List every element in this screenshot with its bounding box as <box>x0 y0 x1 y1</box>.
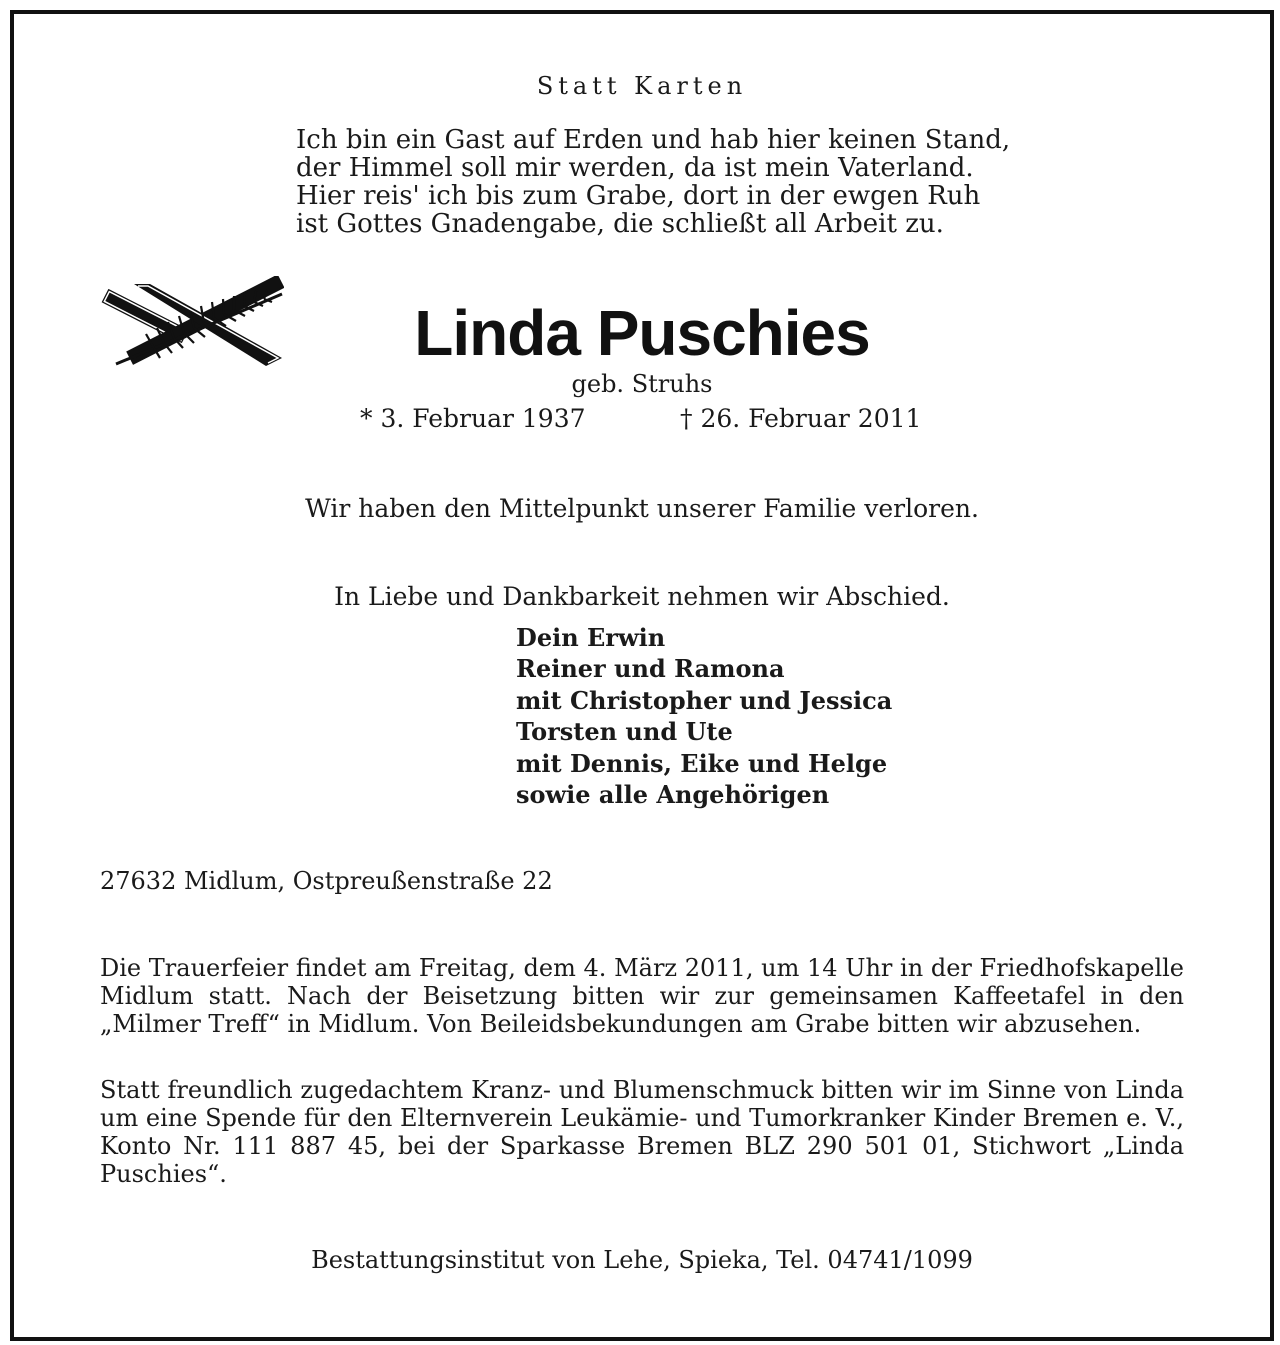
address: 27632 Midlum, Ostpreußenstraße 22 <box>100 867 553 895</box>
funeral-info-paragraph: Die Trauerfeier findet am Freitag, dem 4. März 2011, um 14 Uhr in der Friedhofskapelle Midlum statt. Nach der Beisetzung bitten wir zur gemeinsamen Kaffeetafel in den „Milmer Treff“ in Midlum. Von Beileidsbekundungen am Grabe bitten wir abzusehen. <box>100 954 1184 1038</box>
family-member: sowie alle Angehörigen <box>516 780 830 810</box>
family-member: Dein Erwin <box>516 623 666 652</box>
family-member: mit Christopher und Jessica <box>516 685 893 715</box>
maiden-name: geb. Struhs <box>571 370 713 398</box>
poem-line: ist Gottes Gnadengabe, die schließt all Arbeit zu. <box>296 209 944 239</box>
death-date: † 26. Februar 2011 <box>680 404 922 433</box>
undertaker-line: Bestattungsinstitut von Lehe, Spieka, Tel. 04741/1099 <box>311 1246 973 1274</box>
obituary-notice <box>10 10 1274 1341</box>
poem <box>296 126 1010 238</box>
family-member: Reiner und Ramona <box>516 654 785 684</box>
birth-date: * 3. Februar 1937 <box>360 404 586 433</box>
tribute-line: Wir haben den Mittelpunkt unserer Familie verloren. <box>305 494 979 523</box>
poem-line: Ich bin ein Gast auf Erden und hab hier keinen Stand, <box>296 125 1011 155</box>
family-list <box>516 622 892 810</box>
deceased-name: Linda Puschies <box>414 297 870 369</box>
family-member: Torsten und Ute <box>516 717 733 747</box>
donation-paragraph: Statt freundlich zugedachtem Kranz- und Blumenschmuck bitten wir im Sinne von Linda um eine Spende für den Elternverein Leukämie- und Tumorkranker Kinder Bremen e. V., Konto Nr. 111 887 45, bei der Sparkasse Bremen BLZ 290 501 01, Stichwort „Linda Puschies“. <box>100 1076 1184 1188</box>
notice-heading: Statt Karten <box>536 72 748 100</box>
family-member: mit Dennis, Eike und Helge <box>516 748 888 778</box>
farewell-line: In Liebe und Dankbarkeit nehmen wir Abschied. <box>334 582 950 611</box>
poem-line: der Himmel soll mir werden, da ist mein Vaterland. <box>296 153 974 183</box>
poem-line: Hier reis' ich bis zum Grabe, dort in der ewgen Ruh <box>296 181 981 211</box>
